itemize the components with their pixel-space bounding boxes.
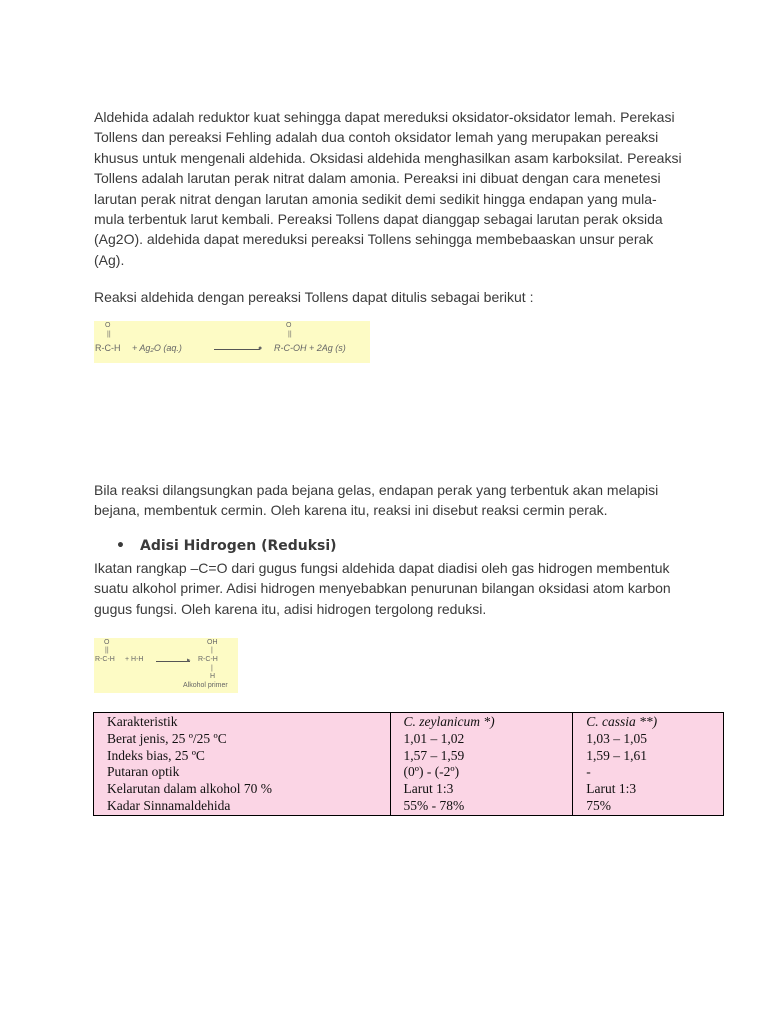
table-header-cell: C. cassia **) — [573, 713, 724, 731]
carbonyl-oxygen-right: O — [286, 322, 292, 329]
table-cell: Larut 1:3 — [573, 781, 724, 798]
single-bond-top: | — [211, 647, 213, 654]
tollens-reaction-image — [94, 321, 370, 363]
intro-paragraph: Aldehida adalah reduktor kuat sehingga dapat mereduksi oksidator-oksidator lemah. Perekasi Tollens dan pereaksi Fehling adalah dua contoh oksidator lemah yang merupakan pereaksi khusus untuk mengenali aldehida. Oksidasi aldehida menghasilkan asam karboksilat. Pereaksi Tollens adalah larutan perak nitrat dalam amonia. Pereaksi ini dibuat dengan cara menetesi larutan perak nitrat dengan larutan amonia sedikit demi sedikit hingga endapan yang mula-mula terbentuk larut kembali. Pereaksi Tollens dapat dianggap sebagai larutan perak oksida (Ag2O). aldehida dapat mereduksi pereaksi Tollens sehingga membebaaskan unsur perak (Ag). — [94, 109, 682, 268]
table-row — [94, 781, 724, 798]
table-cell: Kelarutan dalam alkohol 70 % — [94, 781, 391, 798]
table-header-cell: C. zeylanicum *) — [390, 713, 573, 731]
table-cell: 1,57 – 1,59 — [390, 748, 573, 765]
products-acid-silver: R-C-OH + 2Ag (s) — [274, 343, 346, 353]
table-cell: Larut 1:3 — [390, 781, 573, 798]
table-cell: 55% - 78% — [390, 798, 573, 815]
table-cell: Indeks bias, 25 ºC — [94, 748, 391, 765]
properties-table — [93, 712, 724, 816]
hydroxyl-group: OH — [207, 639, 218, 646]
reagent-ag2o: + Ag₂O (aq.) — [132, 343, 182, 353]
single-bond-bottom: | — [211, 665, 213, 672]
reaction-arrow — [214, 349, 260, 350]
hydrogenation-reaction-image — [94, 638, 238, 693]
table-row — [94, 798, 724, 815]
table-cell: 1,59 – 1,61 — [573, 748, 724, 765]
bullet-marker: • — [116, 538, 125, 554]
table-header-cell: Karakteristik — [94, 713, 391, 731]
carbonyl-oxygen-left: O — [105, 322, 111, 329]
table-cell: (0º) - (-2º) — [390, 764, 573, 781]
table-cell: Putaran optik — [94, 764, 391, 781]
double-bond-left: || — [107, 331, 111, 338]
table-cell: 1,03 – 1,05 — [573, 731, 724, 748]
carbonyl-oxygen: O — [104, 639, 110, 646]
double-bond-right: || — [288, 331, 292, 338]
table-cell: 1,01 – 1,02 — [390, 731, 573, 748]
table-cell: 75% — [573, 798, 724, 815]
table-cell: - — [573, 764, 724, 781]
table-cell: Berat jenis, 25 º/25 ºC — [94, 731, 391, 748]
table-row — [94, 764, 724, 781]
hydrogen-paragraph: Ikatan rangkap –C=O dari gugus fungsi aldehida dapat diadisi oleh gas hidrogen membentuk suatu alkohol primer. Adisi hidrogen menyebabkan penurunan bilangan oksidasi atom karbon gugus fungsi. Oleh karena itu, adisi hidrogen tergolong reduksi. — [94, 560, 671, 617]
table-header-row — [94, 713, 724, 731]
arrow-head: ● — [258, 345, 263, 352]
table-row — [94, 731, 724, 748]
reactant-aldehyde: R-C-H — [95, 343, 121, 353]
product-alcohol: R-C-H — [198, 656, 218, 663]
bullet-heading-adisi-hidrogen — [116, 538, 337, 554]
bottom-hydrogen: H — [210, 673, 216, 680]
tollens-intro-paragraph: Reaksi aldehida dengan pereaksi Tollens dapat ditulis sebagai berikut : — [94, 289, 534, 305]
arrow-head: ▸ — [187, 657, 191, 664]
table-cell: Kadar Sinnamaldehida — [94, 798, 391, 815]
bullet-heading-text: Adisi Hidrogen (Reduksi) — [140, 538, 337, 554]
mirror-paragraph: Bila reaksi dilangsungkan pada bejana gelas, endapan perak yang terbentuk akan melapisi bejana, membentuk cermin. Oleh karena itu, reaksi ini disebut reaksi cermin perak. — [94, 482, 659, 519]
table-row — [94, 748, 724, 765]
reactant-hydrogen: + H-H — [125, 656, 144, 663]
double-bond: || — [105, 647, 109, 654]
reactant-aldehyde: R-C-H — [95, 656, 115, 663]
product-caption: Alkohol primer — [183, 682, 228, 689]
reaction-arrow — [156, 661, 190, 662]
